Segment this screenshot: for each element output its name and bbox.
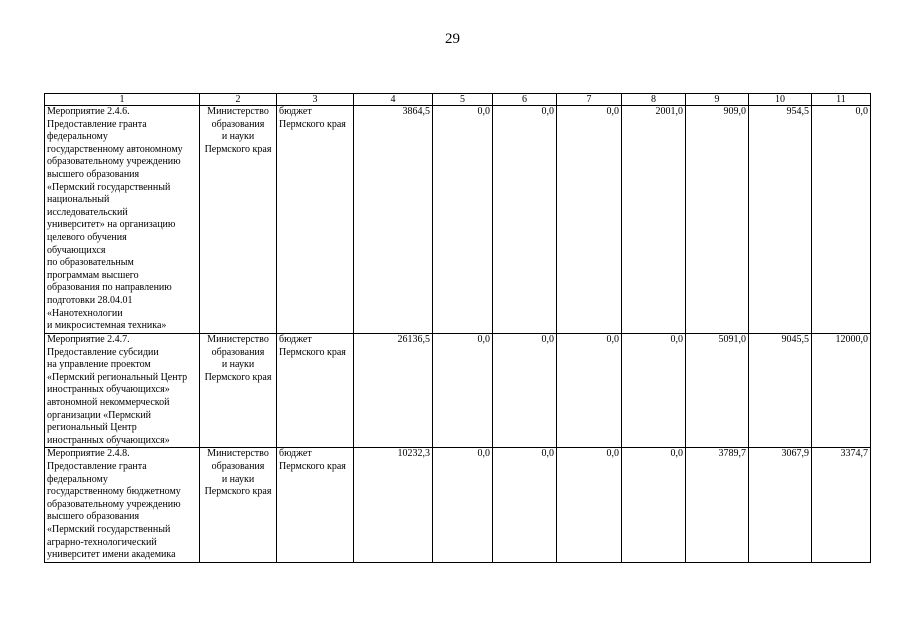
measure-name-cell: Мероприятие 2.4.7. Предоставление субсидии на управление проектом «Пермский региональный Центр иностранных обучающихся» автономной некоммерческой организации «Пермский региональный Центр иностранных обучающихся» <box>45 334 200 448</box>
page-number: 29 <box>445 31 460 47</box>
column-number: 4 <box>354 94 433 106</box>
value-cell: 3067,9 <box>749 448 812 562</box>
value-cell: 10232,3 <box>354 448 433 562</box>
measure-name-cell: Мероприятие 2.4.6. Предоставление гранта федеральному государственному автономному образовательному учреждению высшего образования «Пермский государственный национальный исследовательский университет» на организацию целевого обучения обучающихся по образовательным программам высшего образования по направлению подготовки 28.04.01 «Нанотехнологии и микросистемная техника» <box>45 106 200 334</box>
value-cell: 12000,0 <box>812 334 871 448</box>
funding-source-cell: бюджет Пермского края <box>277 334 354 448</box>
value-cell: 9045,5 <box>749 334 812 448</box>
value-cell: 909,0 <box>686 106 749 334</box>
value-cell: 0,0 <box>433 106 493 334</box>
table-row <box>45 106 871 334</box>
column-number: 9 <box>686 94 749 106</box>
value-cell: 0,0 <box>433 448 493 562</box>
table-row <box>45 448 871 562</box>
value-cell: 0,0 <box>622 448 686 562</box>
column-number: 11 <box>812 94 871 106</box>
column-number: 5 <box>433 94 493 106</box>
value-cell: 0,0 <box>622 334 686 448</box>
column-number: 8 <box>622 94 686 106</box>
value-cell: 0,0 <box>557 106 622 334</box>
value-cell: 0,0 <box>493 448 557 562</box>
table-row <box>45 334 871 448</box>
value-cell: 3374,7 <box>812 448 871 562</box>
funding-source-cell: бюджет Пермского края <box>277 448 354 562</box>
value-cell: 0,0 <box>433 334 493 448</box>
value-cell: 26136,5 <box>354 334 433 448</box>
column-number-row <box>45 94 871 106</box>
executor-cell: Министерство образования и науки Пермского края <box>200 334 277 448</box>
program-measures-table <box>44 93 871 563</box>
value-cell: 3789,7 <box>686 448 749 562</box>
column-number: 10 <box>749 94 812 106</box>
executor-cell: Министерство образования и науки Пермского края <box>200 106 277 334</box>
value-cell: 0,0 <box>493 106 557 334</box>
executor-cell: Министерство образования и науки Пермского края <box>200 448 277 562</box>
funding-source-cell: бюджет Пермского края <box>277 106 354 334</box>
value-cell: 0,0 <box>557 334 622 448</box>
value-cell: 0,0 <box>493 334 557 448</box>
column-number: 6 <box>493 94 557 106</box>
column-number: 1 <box>45 94 200 106</box>
column-number: 7 <box>557 94 622 106</box>
value-cell: 2001,0 <box>622 106 686 334</box>
value-cell: 0,0 <box>557 448 622 562</box>
value-cell: 3864,5 <box>354 106 433 334</box>
value-cell: 5091,0 <box>686 334 749 448</box>
value-cell: 0,0 <box>812 106 871 334</box>
value-cell: 954,5 <box>749 106 812 334</box>
column-number: 3 <box>277 94 354 106</box>
column-number: 2 <box>200 94 277 106</box>
measure-name-cell: Мероприятие 2.4.8. Предоставление гранта федеральному государственному бюджетному образовательному учреждению высшего образования «Пермский государственный аграрно-технологический университет имени академика <box>45 448 200 562</box>
